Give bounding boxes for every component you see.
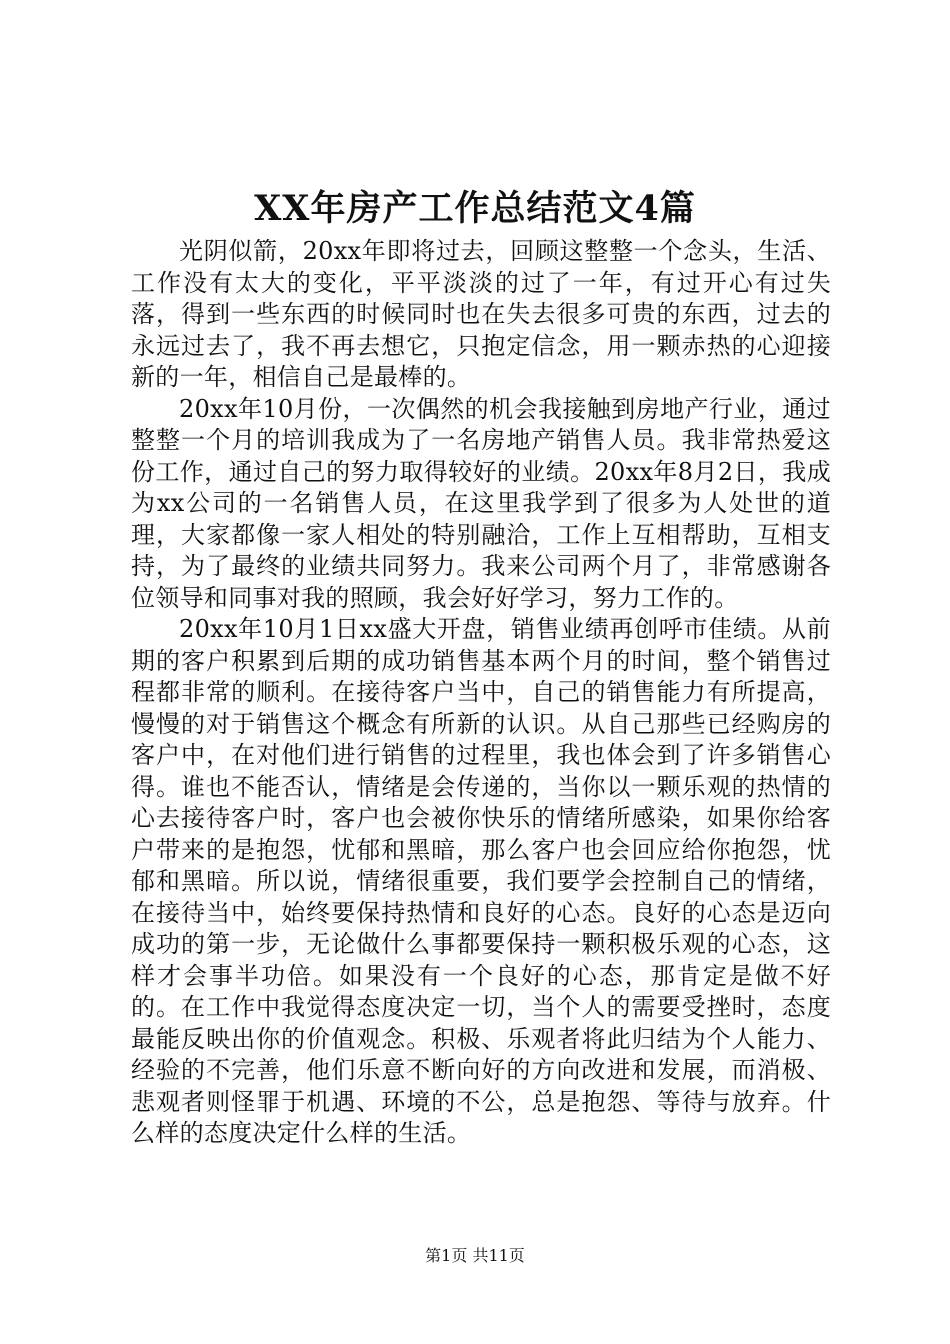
paragraph-3: 20xx年10月1日xx盛大开盘，销售业绩再创呼市佳绩。从前期的客户积累到后期的成功销售基本两个月的时间，整个销售过程都非常的顺利。在接待客户当中，自己的销售能力有所提高，慢慢的对于销售这个概念有所新的认识。从自己那些已经购房的客户中，在对他们进行销售的过程里，我也体会到了许多销售心得。谁也不能否认，情绪是会传递的，当你以一颗乐观的热情的心去接待客户时，客户也会被你快乐的情绪所感染，如果你给客户带来的是抱怨，忧郁和黑暗，那么客户也会回应给你抱怨，忧郁和黑暗。所以说，情绪很重要，我们要学会控制自己的情绪，在接待当中，始终要保持热情和良好的心态。良好的心态是迈向成功的第一步，无论做什么事都要保持一颗积极乐观的心态，这样才会事半功倍。如果没有一个良好的心态，那肯定是做不好的。在工作中我觉得态度决定一切，当个人的需要受挫时，态度最能反映出你的价值观念。积极、乐观者将此归结为个人能力、经验的不完善，他们乐意不断向好的方向改进和发展，而消极、悲观者则怪罪于机遇、环境的不公，总是抱怨、等待与放弃。什么样的态度决定什么样的生活。	[131, 615, 831, 1147]
document-body	[131, 236, 831, 1150]
page-number-footer: 第1页 共11页	[425, 1246, 525, 1265]
paragraph-1: 光阴似箭，20xx年即将过去，回顾这整整一个念头，生活、工作没有太大的变化，平平淡淡的过了一年，有过开心有过失落，得到一些东西的时候同时也在失去很多可贵的东西，过去的永远过去了，我不再去想它，只抱定信念，用一颗赤热的心迎接新的一年，相信自己是最棒的。	[131, 237, 831, 391]
paragraph-2: 20xx年10月份，一次偶然的机会我接触到房地产行业，通过整整一个月的培训我成为了一名房地产销售人员。我非常热爱这份工作，通过自己的努力取得较好的业绩。20xx年8月2日，我成为xx公司的一名销售人员，在这里我学到了很多为人处世的道理，大家都像一家人相处的特别融洽，工作上互相帮助，互相支持，为了最终的业绩共同努力。我来公司两个月了，非常感谢各位领导和同事对我的照顾，我会好好学习，努力工作的。	[131, 394, 831, 612]
document-title: XX年房产工作总结范文4篇	[254, 188, 696, 229]
